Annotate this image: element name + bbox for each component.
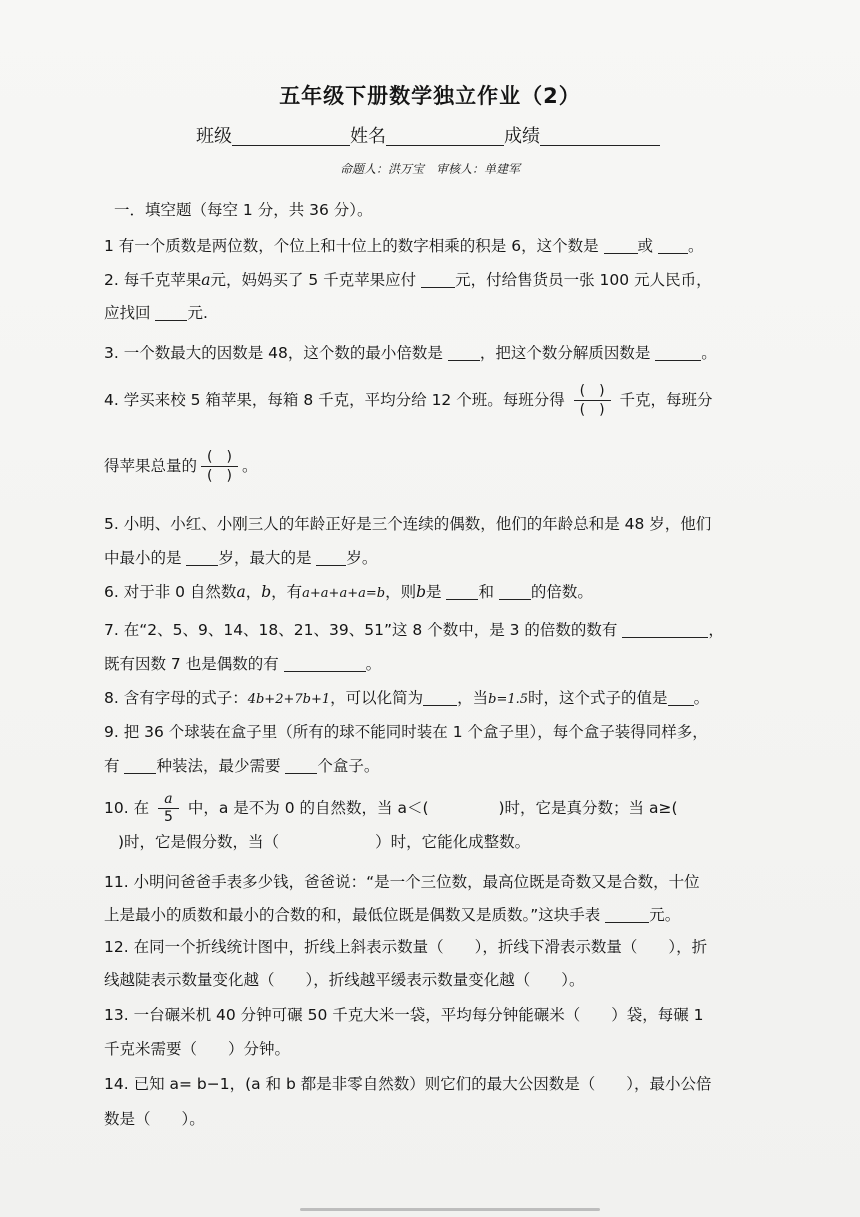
answer-blank[interactable] bbox=[423, 689, 457, 706]
question-text: )时，它是真分数；当 a≥( bbox=[498, 799, 678, 817]
question-7 bbox=[104, 620, 724, 640]
question-text: 1 有一个质数是两位数，个位上和十位上的数字相乘的积是 6，这个数是 bbox=[104, 237, 599, 255]
question-4 bbox=[104, 380, 713, 420]
question-5-cont bbox=[104, 548, 377, 568]
name-label: 姓名 bbox=[350, 126, 386, 147]
class-label: 班级 bbox=[196, 126, 232, 147]
question-5 bbox=[104, 514, 711, 534]
denominator-blank[interactable]: ( ) bbox=[579, 402, 605, 418]
question-1 bbox=[104, 236, 704, 256]
question-text: 10. 在 bbox=[104, 799, 150, 817]
question-13 bbox=[104, 1005, 704, 1025]
question-10-cont bbox=[118, 832, 530, 852]
question-13-cont bbox=[104, 1039, 290, 1059]
question-text: 和 bbox=[478, 583, 494, 601]
variable: a bbox=[201, 271, 211, 289]
question-10 bbox=[104, 788, 678, 828]
question-text: ）时，它能化成整数。 bbox=[375, 833, 531, 851]
question-text: 14. 已知 a= b−1，(a 和 b 都是非零自然数）则它们的最大公因数是（ ），最小公倍 bbox=[104, 1075, 712, 1093]
answer-blank[interactable] bbox=[655, 344, 701, 361]
question-text: 的倍数。 bbox=[530, 583, 593, 601]
question-text: 既有因数 7 也是偶数的有 bbox=[104, 655, 279, 673]
numerator: a bbox=[158, 791, 179, 809]
fraction-blank[interactable] bbox=[201, 448, 238, 485]
question-text: ， bbox=[708, 621, 724, 639]
answer-blank[interactable] bbox=[446, 583, 478, 600]
denominator-blank[interactable]: ( ) bbox=[207, 468, 232, 484]
condition: b=1.5 bbox=[488, 692, 529, 707]
score-blank[interactable] bbox=[540, 127, 660, 146]
answer-blank[interactable] bbox=[658, 237, 688, 254]
question-text: 应找回 bbox=[104, 304, 151, 322]
answer-blank[interactable] bbox=[622, 621, 708, 638]
question-text: 。 bbox=[365, 655, 382, 673]
question-text: 数是（ ）。 bbox=[104, 1110, 205, 1128]
question-text: ，有 bbox=[271, 583, 303, 601]
class-blank[interactable] bbox=[232, 127, 350, 146]
question-3 bbox=[104, 343, 717, 363]
question-text: 3. 一个数最大的因数是 48，这个数的最小倍数是 bbox=[104, 344, 443, 362]
question-4-cont bbox=[104, 446, 257, 486]
question-text: 元，妈妈买了 5 千克苹果应付 bbox=[210, 271, 417, 289]
question-14 bbox=[104, 1074, 712, 1094]
score-label: 成绩 bbox=[504, 126, 540, 147]
question-text: 种装法，最少需要 bbox=[156, 757, 281, 775]
question-14-cont bbox=[104, 1109, 205, 1129]
answer-blank[interactable] bbox=[186, 549, 218, 566]
question-8 bbox=[104, 688, 709, 710]
question-text: 千克米需要（ ）分钟。 bbox=[104, 1040, 291, 1058]
question-text: 有 bbox=[104, 757, 120, 775]
expression: a+a+a+a=b bbox=[302, 586, 386, 601]
question-text: 岁。 bbox=[346, 549, 378, 567]
scan-edge-mark bbox=[300, 1208, 600, 1211]
fraction-a-over-5 bbox=[158, 791, 179, 826]
question-text: 。 bbox=[701, 344, 717, 362]
question-text: 4. 学买来校 5 箱苹果，每箱 8 千克，平均分给 12 个班。每班分得 bbox=[104, 391, 565, 409]
authors-line: 命题人：洪万宝 审核人：单建军 bbox=[339, 162, 520, 176]
question-text: 得苹果总量的 bbox=[104, 457, 198, 475]
question-text: 6. 对于非 0 自然数 bbox=[104, 583, 237, 601]
question-11-cont bbox=[104, 905, 680, 925]
answer-blank[interactable] bbox=[499, 583, 531, 600]
question-text: ，则 bbox=[385, 583, 417, 601]
numerator-blank[interactable]: ( ) bbox=[574, 382, 611, 401]
question-text: 8. 含有字母的式子： bbox=[104, 689, 248, 707]
question-9-cont bbox=[104, 756, 379, 776]
question-text: 12. 在同一个折线统计图中，折线上斜表示数量（ ），折线下滑表示数量（ ），折 bbox=[104, 938, 708, 956]
answer-blank[interactable] bbox=[421, 271, 455, 288]
question-text: 或 bbox=[637, 237, 654, 255]
question-text: ， bbox=[245, 583, 262, 601]
name-blank[interactable] bbox=[386, 127, 504, 146]
question-text: )时，它是假分数，当（ bbox=[118, 833, 280, 851]
question-7-cont bbox=[104, 654, 381, 674]
question-text: 中，a 是不为 0 的自然数，当 a＜( bbox=[187, 799, 429, 817]
section-heading: 一．填空题（每空 1 分，共 36 分）。 bbox=[114, 201, 373, 219]
question-text: 线越陡表示数量变化越（ ），折线越平缓表示数量变化越（ ）。 bbox=[104, 971, 585, 989]
variable: b bbox=[261, 583, 272, 601]
variable: a bbox=[236, 583, 246, 601]
question-text: 上是最小的质数和最小的合数的和，最低位既是偶数又是质数。”这块手表 bbox=[104, 906, 601, 924]
question-text: 2. 每千克苹果 bbox=[104, 271, 202, 289]
answer-blank[interactable] bbox=[448, 344, 480, 361]
question-2 bbox=[104, 270, 712, 290]
expression: 4b+2+7b+1 bbox=[247, 692, 331, 707]
question-text: ，把这个数分解质因数是 bbox=[479, 344, 651, 362]
numerator-blank[interactable]: ( ) bbox=[201, 448, 238, 467]
question-text: 元，付给售货员一张 100 元人民币， bbox=[455, 271, 712, 289]
answer-blank[interactable] bbox=[605, 906, 649, 923]
question-text: 。 bbox=[687, 237, 704, 255]
question-text: 岁，最大的是 bbox=[218, 549, 312, 567]
question-text: 5. 小明、小红、小刚三人的年龄正好是三个连续的偶数，他们的年龄总和是 48 岁，他们 bbox=[104, 515, 712, 533]
question-text: 。 bbox=[241, 457, 258, 475]
question-text: 。 bbox=[693, 689, 710, 707]
question-text: 11. 小明问爸爸手表多少钱，爸爸说：“是一个三位数，最高位既是奇数又是合数，十位 bbox=[104, 873, 700, 891]
question-text: 9. 把 36 个球装在盒子里（所有的球不能同时装在 1 个盒子里），每个盒子装得同样多， bbox=[104, 723, 708, 741]
question-text: 元. bbox=[187, 304, 208, 322]
denominator: 5 bbox=[164, 809, 173, 825]
question-2-cont bbox=[104, 303, 208, 323]
question-text: 7. 在“2、5、9、14、18、21、39、51”这 8 个数中，是 3 的倍数的数有 bbox=[104, 621, 618, 639]
student-info-line bbox=[196, 122, 660, 148]
question-text: 13. 一台碾米机 40 分钟可碾 50 千克大米一袋，平均每分钟能碾米（ ）袋，每碾 1 bbox=[104, 1006, 704, 1024]
answer-blank[interactable] bbox=[155, 304, 187, 321]
answer-blank[interactable] bbox=[124, 757, 156, 774]
question-text: 中最小的是 bbox=[104, 549, 182, 567]
question-text: 千克，每班分 bbox=[619, 391, 713, 409]
question-6 bbox=[104, 582, 593, 604]
answer-blank[interactable] bbox=[316, 549, 346, 566]
question-text: 个盒子。 bbox=[317, 757, 380, 775]
question-text: 是 bbox=[426, 583, 442, 601]
question-text: 时，这个式子的值是 bbox=[528, 689, 668, 707]
question-12-cont bbox=[104, 970, 585, 990]
question-text: ，当 bbox=[457, 689, 489, 707]
question-12 bbox=[104, 937, 707, 957]
question-11 bbox=[104, 872, 700, 892]
answer-blank[interactable] bbox=[604, 237, 638, 254]
variable: b bbox=[416, 583, 427, 601]
question-text: 元。 bbox=[649, 906, 681, 924]
answer-blank[interactable] bbox=[284, 655, 366, 672]
answer-blank[interactable] bbox=[668, 689, 694, 706]
question-9 bbox=[104, 722, 708, 742]
page-title: 五年级下册数学独立作业（2） bbox=[279, 84, 581, 108]
fraction-blank[interactable] bbox=[574, 382, 611, 419]
answer-blank[interactable] bbox=[285, 757, 317, 774]
question-text: ，可以化简为 bbox=[330, 689, 424, 707]
